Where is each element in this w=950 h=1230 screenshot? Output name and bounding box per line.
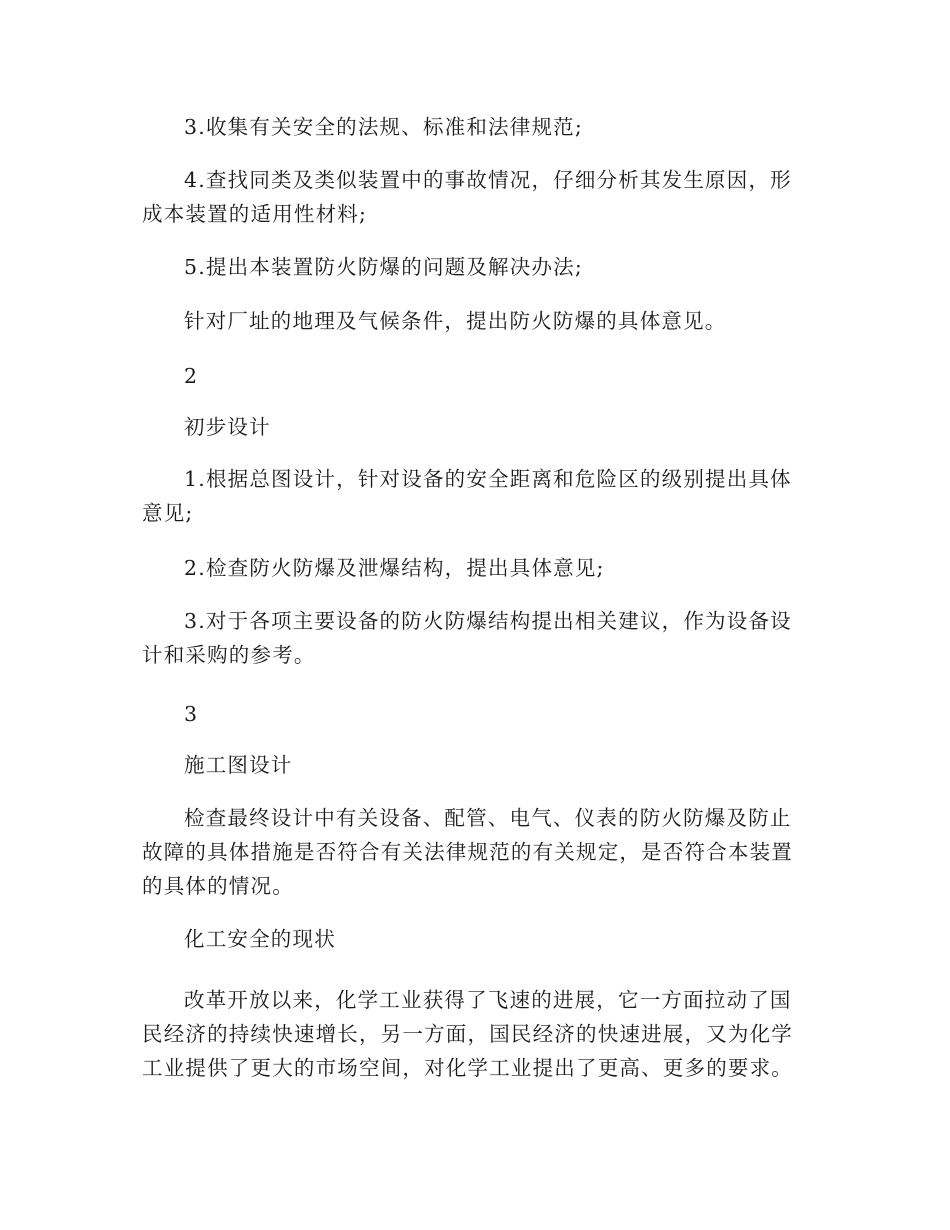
section-heading-construction-drawing-design: 施工图设计 <box>184 753 293 777</box>
paragraph-item-4-accident-cases: 4.查找同类及类似装置中的事故情况，仔细分析其发生原因，形成本装置的适用性材料; <box>142 168 792 226</box>
paragraph-final-design-check: 检查最终设计中有关设备、配管、电气、仪表的防火防爆及防止故障的具体措施是否符合有关法律规范的有关规定，是否符合本装置的具体的情况。 <box>142 806 793 898</box>
section-number-3: 3 <box>184 702 199 726</box>
paragraph-item-2-explosion-venting: 2.检查防火防爆及泄爆结构，提出具体意见; <box>184 556 605 580</box>
paragraph-item-1-general-layout: 1.根据总图设计，针对设备的安全距离和危险区的级别提出具体意见; <box>142 467 792 525</box>
paragraph-item-5-problems: 5.提出本装置防火防爆的问题及解决办法; <box>184 255 583 279</box>
section-heading-preliminary-design: 初步设计 <box>184 415 271 439</box>
section-heading-chemical-safety-status: 化工安全的现状 <box>184 927 336 951</box>
paragraph-site-conditions: 针对厂址的地理及气候条件，提出防火防爆的具体意见。 <box>184 309 727 333</box>
paragraph-item-3-equipment-suggestions: 3.对于各项主要设备的防火防爆结构提出相关建议，作为设备设计和采购的参考。 <box>142 609 792 667</box>
section-number-2: 2 <box>184 364 199 388</box>
paragraph-reform-opening: 改革开放以来，化学工业获得了飞速的进展，它一方面拉动了国民经济的持续快速增长，另一方面，国民经济的快速进展，又为化学工业提供了更大的市场空间，对化学工业提出了更高、更多的要求。 <box>142 988 793 1080</box>
paragraph-item-3-regulations: 3.收集有关安全的法规、标准和法律规范; <box>184 115 583 139</box>
